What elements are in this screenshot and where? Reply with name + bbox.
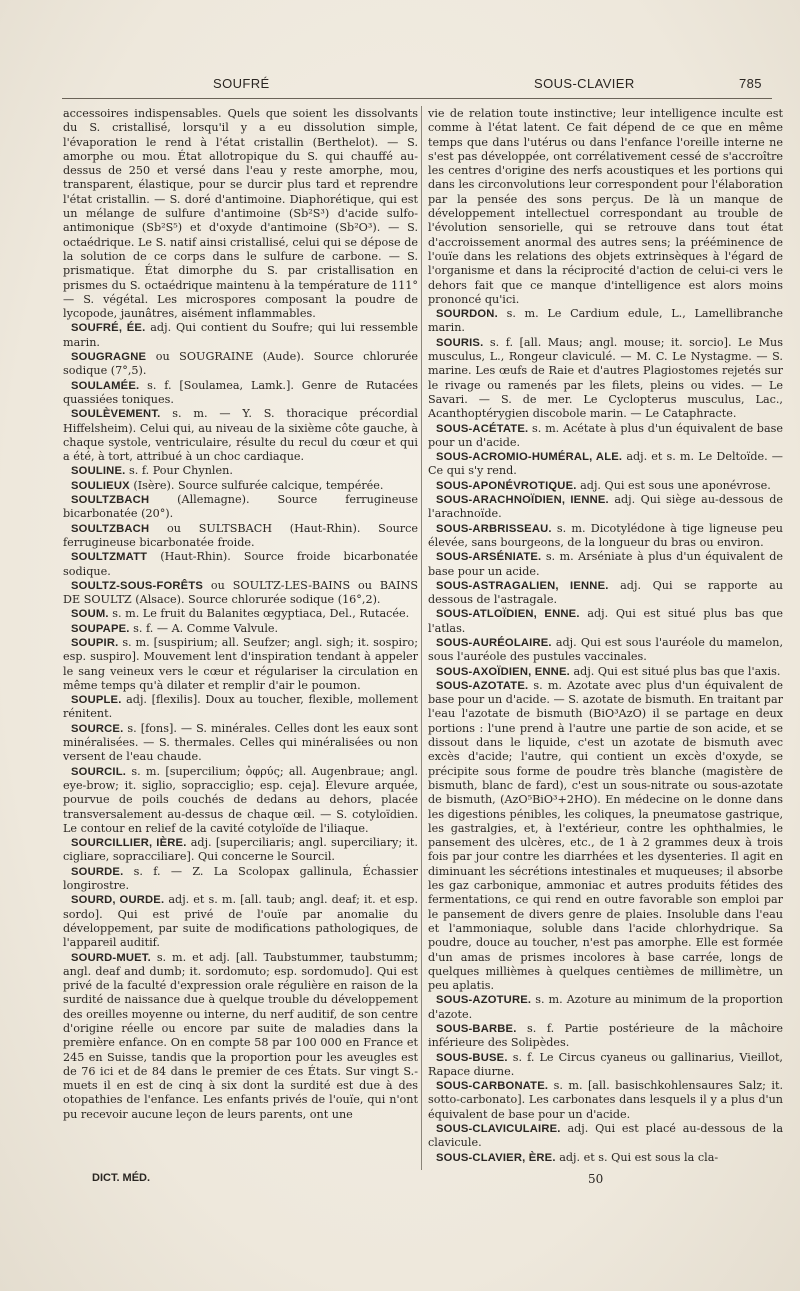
entry-definition: s. m. [suspirium; all. Seufzer; angl. sigh; it. sospiro; esp. suspiro]. Mouvement lent d'inspiration tendant à appeler le sang veineux vers le cœur et régulariser la circulation en même temps qu'à dilater et remplir d'air le poumon. [63, 635, 418, 692]
entry-headword: SOURCE. [71, 722, 124, 735]
dictionary-entry [63, 479, 418, 493]
entry-headword: SOULTZBACH [71, 494, 150, 507]
right-column [428, 107, 783, 1173]
dictionary-entry [428, 1022, 783, 1051]
dictionary-entry [428, 1079, 783, 1122]
dictionary-entry [63, 836, 418, 865]
dictionary-entry [428, 550, 783, 579]
entry-definition: adj. Qui est situé plus bas que l'atlas. [428, 607, 783, 635]
entry-definition: ou SULTSBACH (Haut-Rhin). Source ferrugineuse bicarbonatée froide. [63, 521, 418, 549]
entry-headword: SOUS-BARBE. [436, 1023, 517, 1035]
dictionary-entry [63, 951, 418, 1123]
entry-definition: accessoires indispensables. Quels que soient les dissolvants du S. cristallisé, lorsqu'il y a eu dissolution simple, l'évaporation le rend à l'état cristallin (Berthelot). — S. amorphe ou mou. État allotropique du S. qui chauffé au-dessus de 250 et versé dans l'eau y reste amorphe, mou, transparent, élastique, pour se durcir plus tard et reprendre l'état cristallin. — S. doré d'antimoine. Diaphorétique, qui est un mélange de sulfure d'antimoine (Sb²S³) d'acide sulfo-antimonique (Sb²S⁵) et d'oxyde d'antimoine (Sb²O³). — S. octaédrique. Le S. natif ainsi cristallisé, celui qui se dépose de la solution de ce corps dans le sulfure de carbone. — S. prismatique. État dimorphe du S. par cristallisation en prismes du S. octaédrique maintenu à la température de 111° — S. végétal. Les microspores composant la poudre de lycopode, jaunâtres, aisément inflammables. [63, 107, 418, 321]
dictionary-entry [63, 321, 418, 350]
entry-headword: SOUS-ACROMIO-HUMÉRAL, ALE. [436, 451, 623, 464]
entry-headword: SOULÈVEMENT. [71, 408, 161, 421]
entry-headword: SOUS-ATLOÏDIEN, ENNE. [436, 608, 580, 621]
entry-headword: SOUS-ASTRAGALIEN, IENNE. [436, 579, 609, 592]
dictionary-entry [63, 579, 418, 608]
dictionary-entry [428, 1051, 783, 1080]
entry-headword: SOULTZ-SOUS-FORÊTS [71, 579, 204, 592]
dictionary-entry [428, 450, 783, 479]
entry-definition: ou SOUGRAINE (Aude). Source chlorurée sodique (7°,5). [63, 350, 418, 378]
dictionary-entry [63, 493, 418, 522]
entry-definition: adj. [superciliaris; angl. superciliary; it. cigliare, sopracciliare]. Qui concerne le Sourcil. [63, 836, 418, 864]
entry-definition: adj. Qui se rapporte au dessous de l'astragale. [428, 578, 783, 607]
entry-headword: SOUS-ARSÉNIATE. [436, 551, 542, 564]
dictionary-entry [428, 665, 783, 679]
entry-headword: SOUS-CLAVICULAIRE. [436, 1123, 561, 1136]
entry-definition: adj. [flexilis]. Doux au toucher, flexible, mollement rénitent. [63, 693, 418, 721]
entry-definition: s. m. Azoture au minimum de la proportion d'azote. [428, 993, 783, 1021]
entry-headword: SOUM. [71, 608, 109, 621]
entry-definition: adj. Qui contient du Soufre; qui lui ressemble marin. [63, 321, 418, 349]
entry-headword: SOURDE. [71, 865, 124, 878]
entry-headword: SOURD-MUET. [71, 951, 151, 964]
entry-headword: SOUS-CARBONATE. [436, 1080, 549, 1093]
entry-headword: SOULTZBACH [71, 522, 150, 535]
entry-definition: s. f. [all. Maus; angl. mouse; it. sorcio]. Le Mus musculus, L., Rongeur claviculé. — M. C. Le Nystagme. — S. marine. Les œufs de Raie et d'autres Plagiostomes rejetés sur le rivage ou ramenés par les filets, pleins ou vides. — Le Savari. — S. de mer. Le Cyclopterus musculus, Lac., Acanthoptérygien discobole marin. — Le Cataphracte. [428, 335, 783, 421]
header-rule [62, 98, 772, 99]
entry-headword: SOURDON. [436, 308, 498, 321]
dictionary-entry [428, 493, 783, 522]
entry-definition: s. f. — Z. La Scolopax gallinula, Échassier longirostre. [63, 864, 418, 893]
entry-headword: SOUS-APONÉVROTIQUE. [436, 479, 577, 492]
dictionary-entry [428, 422, 783, 451]
entry-definition: s. f. [Soulamea, Lamk.]. Genre de Rutacées quassiées toniques. [63, 378, 418, 406]
page-number: 785 [739, 76, 762, 91]
dictionary-entry [63, 865, 418, 894]
entry-headword: SOURCIL. [71, 765, 127, 778]
column-divider [421, 106, 422, 1170]
entry-headword: SOUGRAGNE [71, 351, 147, 364]
entry-headword: SOUS-ACÉTATE. [436, 422, 529, 435]
dictionary-entry [63, 350, 418, 379]
header-left-word: SOUFRÉ [213, 76, 270, 91]
dictionary-entry [63, 550, 418, 579]
entry-definition: s. [fons]. — S. minérales. Celles dont les eaux sont minéralisées. — S. thermales. Celles qui minéralisées ou non versent de l'eau chaude. [63, 721, 418, 764]
entry-headword: SOUS-ARACHNOÏDIEN, IENNE. [436, 494, 609, 507]
dictionary-entry [428, 679, 783, 994]
entry-definition: adj. et s. Qui est sous la cla- [559, 1150, 719, 1164]
dictionary-entry [428, 1122, 783, 1151]
entry-headword: SOURIS. [436, 336, 484, 349]
entry-definition: adj. Qui siège au-dessous de l'arachnoïde. [428, 493, 783, 521]
footer-sheet-number: 50 [588, 1172, 604, 1186]
entry-definition: s. m. Le Cardium edule, L., Lamellibranche marin. [428, 307, 783, 335]
entry-headword: SOUPLE. [71, 694, 122, 707]
entry-definition: vie de relation toute instinctive; leur intelligence inculte est comme à l'état latent. Ce fait dépend de ce que en même temps que dans l'utérus ou dans l'enfance l'oreille interne ne s'est pas développée, ont corrélativement cessé de s'accroître les centres d'origine des nerfs acoustiques et les portions qui dans les circonvolutions leur correspondent pour l'élaboration par la pensée des sons perçus. De là un manque de développement intellectuel correspondant au trouble de l'évolution sensorielle, qui se retrouve dans tout état d'accroissement anormal des autres sens; la prééminence de l'ouïe dans les relations des objets extrinsèques à l'égard de l'organisme et dans la réciprocité d'action de celui-ci vers le dehors fait que ce manque d'intelligence est alors moins prononcé qu'ici. [428, 107, 783, 306]
dictionary-entry [63, 107, 418, 321]
left-column [63, 107, 418, 1173]
entry-headword: SOUS-AURÉOLAIRE. [436, 636, 552, 649]
entry-definition: s. m. Arséniate à plus d'un équivalent de base pour un acide. [428, 550, 783, 578]
entry-headword: SOUS-CLAVIER, ÈRE. [436, 1151, 556, 1164]
dictionary-entry [63, 464, 418, 478]
dictionary-entry [63, 379, 418, 408]
entry-definition: s. f. Le Circus cyaneus ou gallinarius, Vieillot, Rapace diurne. [428, 1050, 783, 1078]
entry-headword: SOUFRÉ, ÉE. [71, 322, 146, 335]
footer-signature: DICT. MÉD. [92, 1172, 151, 1184]
dictionary-entry [428, 993, 783, 1022]
dictionary-entry [63, 522, 418, 551]
entry-definition: adj. Qui est sous l'auréole du mamelon, sous l'auréole des pustules vaccinales. [428, 635, 783, 664]
dictionary-entry [63, 765, 418, 836]
running-header [0, 76, 800, 98]
entry-definition: s. f. Pour Chynlen. [129, 464, 233, 478]
entry-definition: adj. Qui est situé plus bas que l'axis. [573, 664, 781, 678]
dictionary-entry [428, 579, 783, 608]
entry-definition: s. m. [supercilium; ὀφρύς; all. Augenbraue; angl. eye-brow; it. siglio, sopracciglio; esp. ceja]. Élevure arquée, pourvue de poils couchés de dedans au dehors, placée transversalement au-dessus de chaque œil. — S. cotyloïdien. Le contour en relief de la cavité cotyloïde de l'iliaque. [63, 764, 418, 835]
dictionary-entry [428, 522, 783, 551]
entry-definition: s. m. et adj. [all. Taubstummer, taubstumm; angl. deaf and dumb; it. sordomuto; esp. sordomudo]. Qui est privé de la faculté d'expression orale régulière en raison de la surdité de naissance due à quelque trouble du développement des oreilles moyenne ou interne, du nerf auditif, de son centre d'origine réelle ou encore par suite de maladies dans la première enfance. On en compte 58 par 100 000 en France et 245 en Suisse, tandis que la proportion pour les aveugles est de 76 ici et de 84 dans le premier de ces États. Sur vingt S.-muets il en est de cinq à six dont la surdité est due à des otopathies de l'enfance. Les enfants privés de l'ouïe, qui n'ont pu recevoir aucune leçon de leurs parents, ont une [63, 950, 418, 1121]
dictionary-entry [63, 722, 418, 765]
entry-headword: SOULINE. [71, 465, 126, 478]
dictionary-entry [63, 607, 418, 621]
entry-headword: SOULAMÉE. [71, 379, 140, 392]
entry-definition: (Haut-Rhin). Source froide bicarbonatée sodique. [63, 550, 418, 578]
entry-headword: SOURCILLIER, IÈRE. [71, 837, 187, 850]
entry-headword: SOULTZMATT [71, 551, 148, 564]
entry-definition: adj. Qui est sous une aponévrose. [580, 478, 771, 492]
entry-definition: s. m. Azotate avec plus d'un équivalent de base pour un d'acide. — S. azotate de bismuth. En traitant par l'eau l'azotate de bismuth (BiO³AzO) il se partage en deux portions : l'une prend à l'autre une partie de son acide, et se dissout dans le liquide, c'est un azotate de bismuth avec excès d'acide; l'autre, qui contient un excès d'oxyde, se précipite sous forme de poudre très blanche (magistère de bismuth, blanc de fard), c'est un sous-nitrate ou sous-azotate de bismuth, (AzO⁵BiO³+2HO). En médecine on le donne dans les digestions pénibles, les coliques, la pneumatose gastrique, les gastralgies, et, à l'extérieur, contre les ophthalmies, le pansement des ulcères, etc., de 1 à 2 grammes deux à trois fois par jour contre les diarrhées et les dysenteries. Il agit en diminuant les sécrétions intestinales et muqueuses; il absorbe les gaz carbonique, ammoniac et autres produits fétides des fermentations, ce qui rend en outre favorable son emploi par le pansement de divers genre de plaies. Insoluble dans l'eau et l'ammoniaque, soluble dans l'acide chlorhydrique. Sa poudre, douce au toucher, n'est pas amorphe. Elle est formée d'un amas de prismes incolores à base carrée, longs de quelques millièmes à quelques centièmes de millimètre, un peu aplatis. [428, 678, 783, 993]
entry-definition: s. m. Acétate à plus d'un équivalent de base pour un d'acide. [428, 421, 783, 449]
dictionary-entry [428, 1151, 783, 1165]
dictionary-entry [428, 107, 783, 307]
entry-definition: ou SOULTZ-LES-BAINS ou BAINS DE SOULTZ (Alsace). Source chlorurée sodique (16°,2). [63, 578, 418, 607]
entry-headword: SOUS-BUSE. [436, 1051, 508, 1064]
entry-definition: (Isère). Source sulfurée calcique, tempérée. [133, 478, 384, 492]
dictionary-entry [63, 622, 418, 636]
dictionary-entry [63, 893, 418, 950]
entry-definition: adj. et s. m. [all. taub; angl. deaf; it. et esp. sordo]. Qui est privé de l'ouïe par anomalie du développement, par suite de modifications pathologiques, de l'appareil auditif. [63, 893, 418, 950]
entry-headword: SOUS-AZOTATE. [436, 679, 529, 692]
entry-definition: s. m. Le fruit du Balanites œgyptiaca, Del., Rutacée. [112, 607, 410, 621]
dictionary-entry [63, 636, 418, 693]
entry-headword: SOUPIR. [71, 636, 119, 649]
entry-definition: s. m. — Y. S. thoracique précordial Hiffelsheim). Celui qui, au niveau de la sixième côte gauche, à chaque systole, ventriculaire, résulte du recul du cœur et qui a été, à tort, attribué à un choc cardiaque. [63, 407, 418, 464]
dictionary-entry [428, 336, 783, 422]
dictionary-entry [63, 407, 418, 464]
entry-definition: s. f. Partie postérieure de la mâchoire inférieure des Solipèdes. [428, 1022, 783, 1050]
dictionary-entry [428, 307, 783, 336]
entry-definition: adj. et s. m. Le Deltoïde. — Ce qui s'y rend. [428, 450, 783, 478]
entry-definition: s. m. [all. basischkohlensaures Salz; it. sotto-carbonato]. Les carbonates dans lesquels il y a plus d'un équivalent de base pour un d'acide. [428, 1079, 783, 1121]
dictionary-entry [428, 607, 783, 636]
entry-headword: SOUS-ARBRISSEAU. [436, 522, 552, 535]
dictionary-entry [428, 479, 783, 493]
entry-headword: SOUPAPE. [71, 622, 130, 635]
entry-headword: SOURD, OURDE. [71, 894, 165, 907]
entry-definition: s. m. Dicotylédone à tige ligneuse peu élevée, sans bourgeons, de la longueur du bras ou environ. [428, 521, 783, 549]
entry-definition: s. f. — A. Comme Valvule. [133, 621, 279, 635]
entry-definition: adj. Qui est placé au-dessous de la clavicule. [428, 1122, 783, 1150]
entry-headword: SOULIEUX [71, 479, 130, 492]
dictionary-entry [428, 636, 783, 665]
entry-definition: (Allemagne). Source ferrugineuse bicarbonatée (20°). [63, 493, 418, 521]
entry-headword: SOUS-AXOÏDIEN, ENNE. [436, 665, 570, 678]
entry-headword: SOUS-AZOTURE. [436, 994, 532, 1007]
header-right-word: SOUS-CLAVIER [534, 76, 635, 91]
dictionary-entry [63, 693, 418, 722]
